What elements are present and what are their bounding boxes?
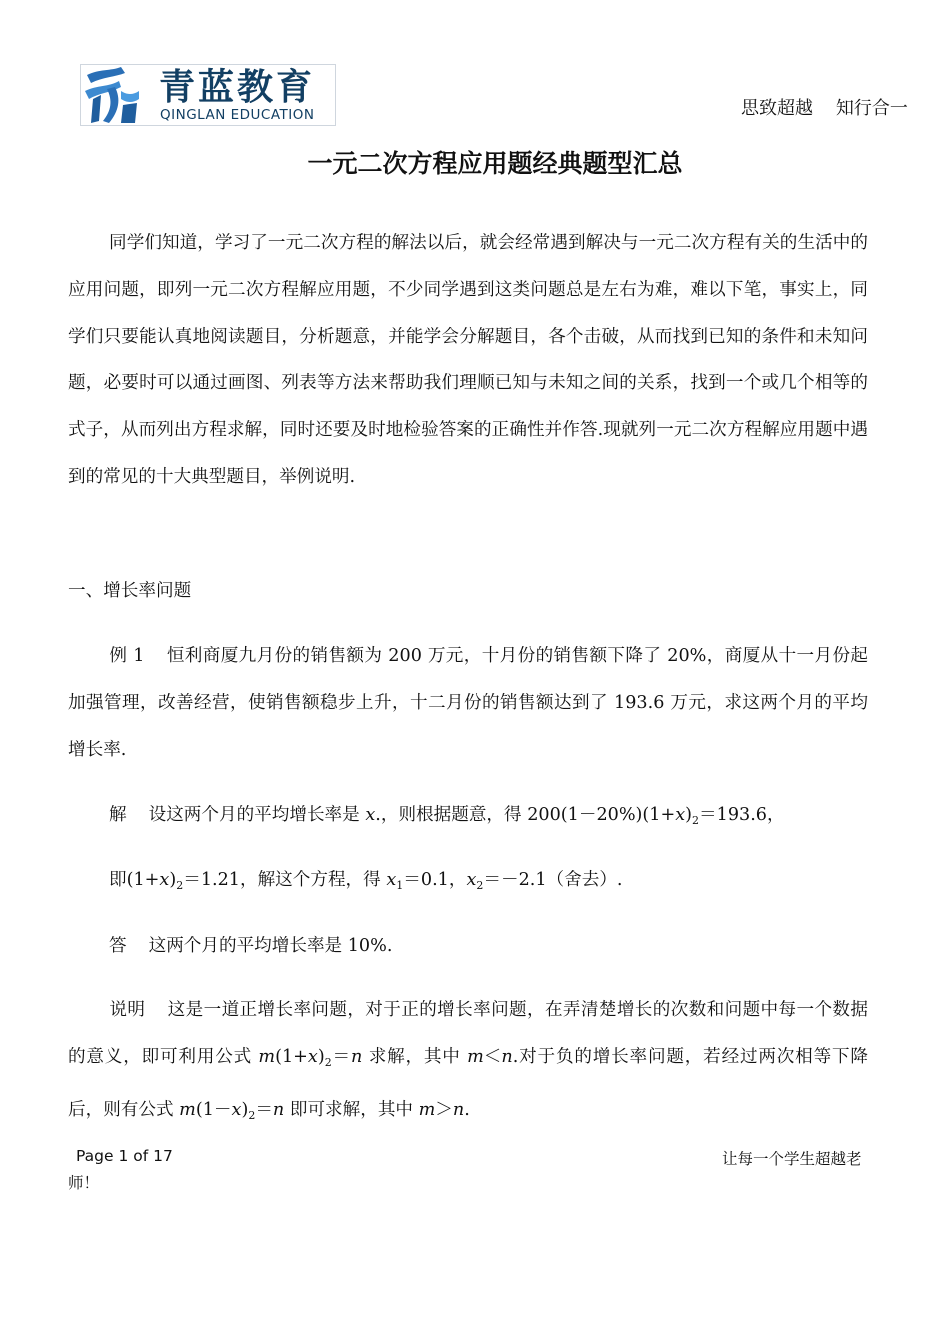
logo-chinese-text: 青蓝教育 bbox=[159, 67, 316, 108]
note-text: 即可求解，其中 bbox=[284, 1099, 419, 1120]
solution-text-d: ＝193.6， bbox=[699, 805, 785, 825]
logo bbox=[80, 64, 336, 126]
answer-line bbox=[68, 934, 392, 958]
exponent: 2 bbox=[176, 879, 184, 892]
solution-line-1 bbox=[68, 803, 785, 833]
logo-mark-icon bbox=[81, 65, 141, 125]
answer-text: 这两个月的平均增长率是 10%. bbox=[148, 936, 393, 956]
note-text: ) bbox=[241, 1099, 249, 1120]
intro-text: 同学们知道，学习了一元二次方程的解法以后，就会经常遇到解决与一元二次方程有关的生活中的应用问题，即列一元二次方程解应用题，不少同学遇到这类问题总是左右为难，难以下笔，事实上，同学们只要能认真地阅读题目，分析题意，并能学会分解题目，各个击破，从而找到已知的条件和未知问题，必要时可以通过画图、列表等方法来帮助我们理顺已知与未知之间的关系，找到一个或几个相等的式子，从而列出方程求解，同时还要及时地检验答案的正确性并作答.现就列一元二次方程解应用题中遇到的常见的十大典型题目，举例说明. bbox=[68, 233, 868, 487]
header-motto: 思致超越 知行合一 bbox=[741, 98, 908, 119]
subscript-2: 2 bbox=[476, 879, 484, 892]
document-title: 一元二次方程应用题经典题型汇总 bbox=[307, 149, 683, 178]
note-text: . bbox=[464, 1099, 470, 1120]
example-text: 恒利商厦九月份的销售额为 200 万元，十月份的销售额下降了 20%，商厦从十一月份起加强管理，改善经营，使销售额稳步上升，十二月份的销售额达到了 193.6 万元，求这两个月的平均增长率. bbox=[68, 646, 868, 760]
footer-slogan-line-2: 师！ bbox=[68, 1174, 100, 1192]
var-m: m bbox=[418, 1099, 436, 1120]
page-number: Page 1 of 17 bbox=[76, 1147, 173, 1165]
section-heading bbox=[68, 579, 191, 604]
var-n: n bbox=[452, 1099, 465, 1120]
note-text: .对于负的增长率问题，若经过两次相等下降后，则有公式 bbox=[68, 1046, 868, 1120]
solution2-text-c: ＝1.21，解这个方程，得 bbox=[183, 870, 387, 890]
note-label: 说明 bbox=[109, 1000, 146, 1020]
solution-text-b: .，则根据题意，得 200(1－20%)(1+ bbox=[375, 805, 676, 825]
example-label: 例 1 bbox=[109, 646, 145, 666]
solution-label: 解 bbox=[109, 805, 127, 825]
exponent: 2 bbox=[248, 1108, 256, 1122]
var-x: x bbox=[307, 1046, 318, 1067]
root-1: ＝0.1， bbox=[403, 870, 467, 890]
answer-label: 答 bbox=[109, 936, 127, 956]
var-m: m bbox=[467, 1046, 484, 1067]
solution-text-c: ) bbox=[685, 805, 693, 825]
var-n: n bbox=[350, 1046, 363, 1067]
var-x2: x bbox=[466, 870, 477, 890]
exponent: 2 bbox=[324, 1055, 332, 1069]
var-x: x bbox=[675, 805, 686, 825]
note-text: (1－ bbox=[195, 1099, 232, 1120]
subscript-1: 1 bbox=[396, 879, 404, 892]
logo-english-text: QINGLAN EDUCATION bbox=[160, 107, 315, 123]
var-m: m bbox=[258, 1046, 276, 1067]
note-text: ＝ bbox=[331, 1046, 351, 1067]
var-x: x bbox=[365, 805, 376, 825]
note-text: ＜ bbox=[483, 1046, 502, 1067]
solution2-text-b: ) bbox=[169, 870, 177, 890]
exponent: 2 bbox=[692, 814, 700, 827]
var-x: x bbox=[231, 1099, 242, 1120]
solution-line-2 bbox=[68, 868, 623, 898]
note-text: (1+ bbox=[275, 1046, 308, 1067]
note-paragraph bbox=[68, 987, 868, 1139]
root-2: ＝－2.1（舍去）. bbox=[483, 870, 623, 890]
footer-slogan-line-1: 让每一个学生超越老 bbox=[722, 1150, 862, 1168]
note-text: ＝ bbox=[255, 1099, 273, 1120]
note-text: 这是一道正增长率问题，对于正的增长率问题，在弄清楚增长的次数和问题中每一个数据的意义，即可利用公式 bbox=[68, 1000, 868, 1067]
note-text: ＞ bbox=[435, 1099, 453, 1120]
var-n: n bbox=[501, 1046, 513, 1067]
var-x1: x bbox=[386, 870, 397, 890]
solution-text-a: 设这两个月的平均增长率是 bbox=[148, 805, 366, 825]
note-text: ) bbox=[317, 1046, 325, 1067]
var-m: m bbox=[179, 1099, 196, 1120]
example-paragraph bbox=[68, 633, 868, 773]
section-heading-text: 一、增长率问题 bbox=[68, 581, 192, 601]
var-x: x bbox=[159, 870, 170, 890]
intro-paragraph bbox=[68, 220, 868, 501]
note-text: 求解，其中 bbox=[362, 1046, 468, 1067]
solution2-text-a: 即(1+ bbox=[109, 870, 160, 890]
var-n: n bbox=[272, 1099, 285, 1120]
